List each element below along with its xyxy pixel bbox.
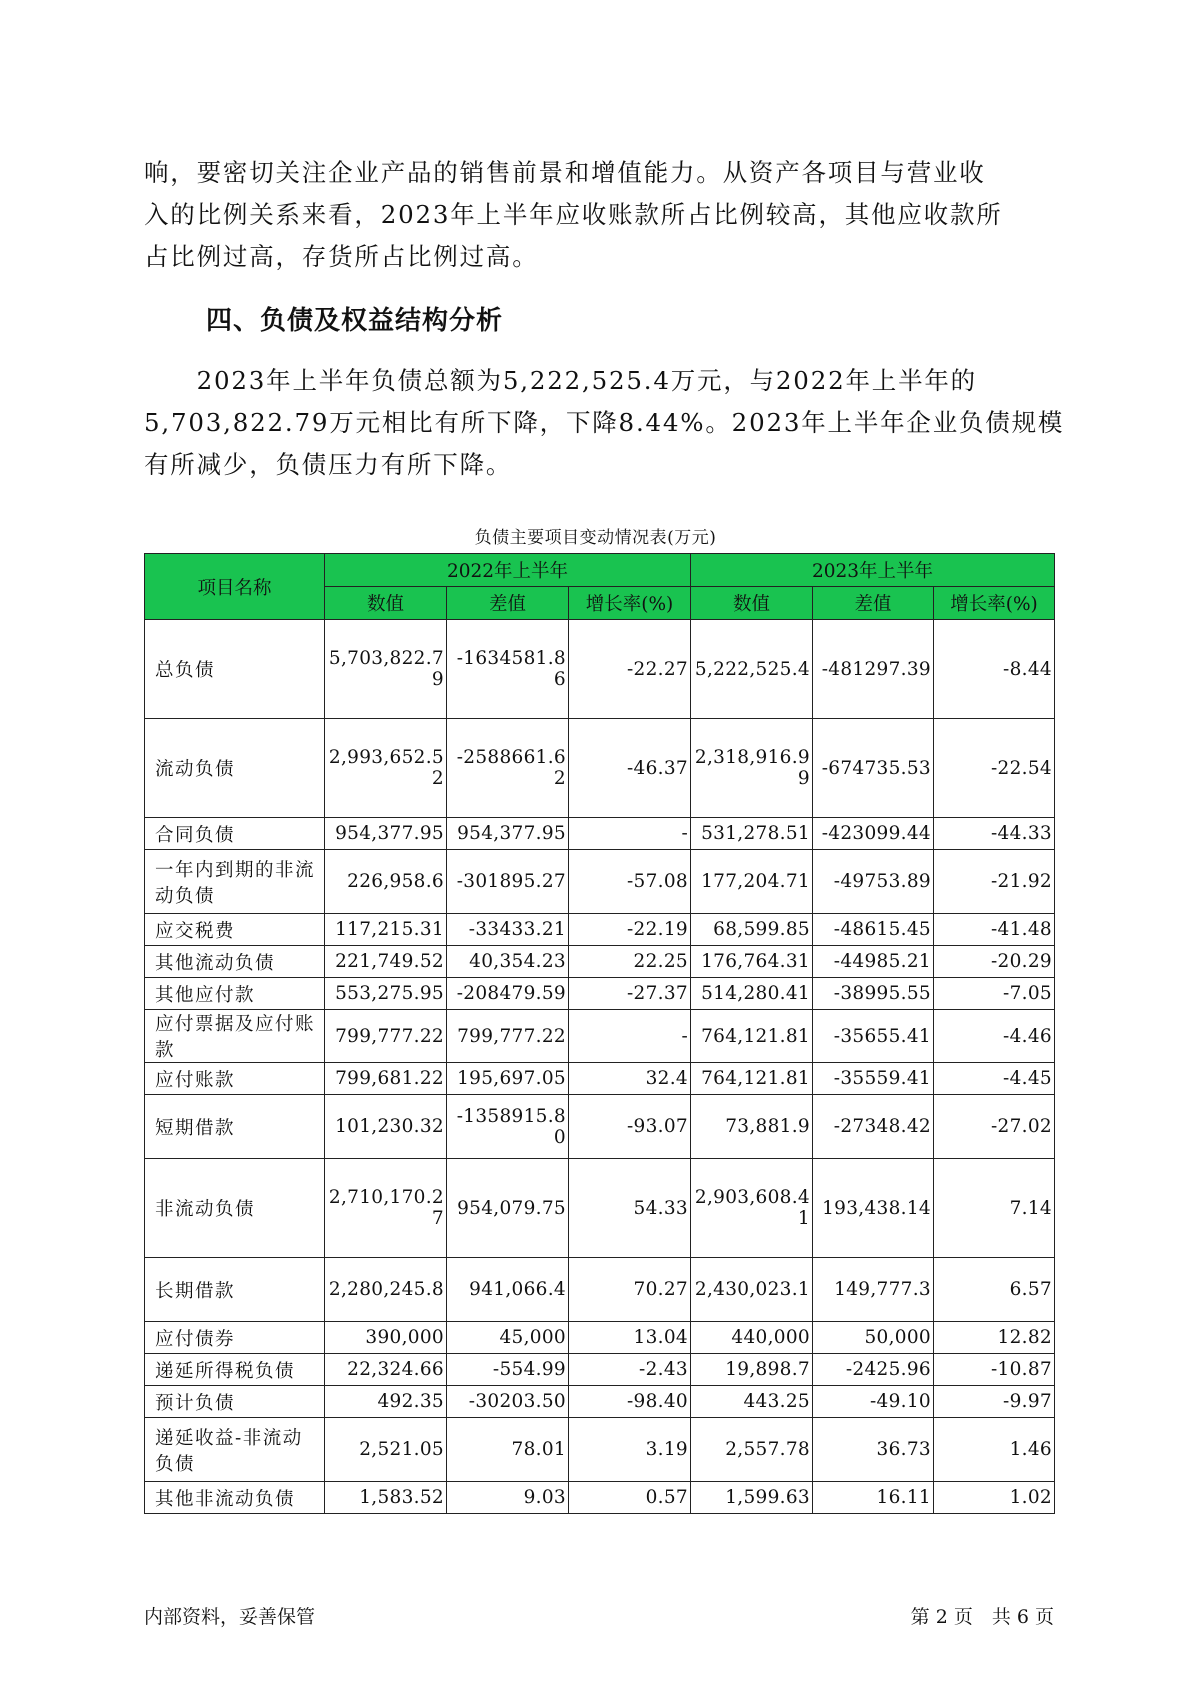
cell-d23: -481297.39	[813, 620, 934, 719]
cell-g22: -	[569, 1010, 691, 1063]
cell-d23: -44985.21	[813, 946, 934, 978]
cell-v23: 764,121.81	[691, 1063, 813, 1095]
liabilities-table	[144, 553, 1055, 1514]
row-item-name: 其他流动负债	[145, 946, 325, 978]
cell-d23: -49.10	[813, 1386, 934, 1418]
cell-v23: 443.25	[691, 1386, 813, 1418]
cell-g23: -4.45	[934, 1063, 1055, 1095]
table-row	[145, 978, 1055, 1010]
cell-g22: -	[569, 818, 691, 850]
cell-g23: -22.54	[934, 719, 1055, 818]
cell-d22: -554.99	[447, 1354, 569, 1386]
cell-v22: 2,710,170.27	[325, 1159, 447, 1258]
cell-v22: 22,324.66	[325, 1354, 447, 1386]
cell-v23: 2,318,916.99	[691, 719, 813, 818]
cell-v23: 2,903,608.41	[691, 1159, 813, 1258]
cell-g22: -46.37	[569, 719, 691, 818]
cell-g23: 1.02	[934, 1482, 1055, 1514]
intro-line-1: 响，要密切关注企业产品的销售前景和增值能力。从资产各项目与营业收	[144, 158, 986, 187]
table-row	[145, 914, 1055, 946]
header-growth-2023: 增长率(%)	[934, 587, 1055, 620]
table-row	[145, 1386, 1055, 1418]
table-body	[145, 620, 1055, 1514]
row-item-name: 应付票据及应付账款	[145, 1010, 325, 1063]
cell-v23: 531,278.51	[691, 818, 813, 850]
header-value-2022: 数值	[325, 587, 447, 620]
row-item-name: 流动负债	[145, 719, 325, 818]
cell-g22: 0.57	[569, 1482, 691, 1514]
cell-d23: -35559.41	[813, 1063, 934, 1095]
cell-v23: 68,599.85	[691, 914, 813, 946]
cell-v22: 2,993,652.52	[325, 719, 447, 818]
cell-d22: 78.01	[447, 1418, 569, 1482]
cell-v22: 117,215.31	[325, 914, 447, 946]
analysis-line-3: 有所减少，负债压力有所下降。	[144, 450, 513, 479]
table-row	[145, 1159, 1055, 1258]
row-item-name: 递延所得税负债	[145, 1354, 325, 1386]
footer-confidential: 内部资料，妥善保管	[144, 1606, 316, 1628]
cell-d22: -301895.27	[447, 850, 569, 914]
cell-g22: 32.4	[569, 1063, 691, 1095]
cell-g22: 13.04	[569, 1322, 691, 1354]
cell-d22: -2588661.62	[447, 719, 569, 818]
table-row	[145, 1095, 1055, 1159]
cell-v22: 101,230.32	[325, 1095, 447, 1159]
cell-d22: 799,777.22	[447, 1010, 569, 1063]
cell-d22: 954,079.75	[447, 1159, 569, 1258]
cell-d23: 193,438.14	[813, 1159, 934, 1258]
cell-d23: 50,000	[813, 1322, 934, 1354]
cell-g23: 6.57	[934, 1258, 1055, 1322]
table-row	[145, 1418, 1055, 1482]
cell-v22: 226,958.6	[325, 850, 447, 914]
cell-v22: 954,377.95	[325, 818, 447, 850]
cell-g23: 12.82	[934, 1322, 1055, 1354]
cell-v23: 2,557.78	[691, 1418, 813, 1482]
table-row	[145, 1354, 1055, 1386]
cell-v22: 221,749.52	[325, 946, 447, 978]
table-row	[145, 818, 1055, 850]
cell-v22: 492.35	[325, 1386, 447, 1418]
analysis-paragraph	[144, 360, 1065, 486]
table-row	[145, 1010, 1055, 1063]
cell-g23: -9.97	[934, 1386, 1055, 1418]
intro-paragraph	[144, 152, 1056, 278]
row-item-name: 应付账款	[145, 1063, 325, 1095]
cell-d22: 9.03	[447, 1482, 569, 1514]
cell-v22: 1,583.52	[325, 1482, 447, 1514]
cell-v23: 177,204.71	[691, 850, 813, 914]
analysis-line-1: 2023年上半年负债总额为5,222,525.4万元，与2022年上半年的	[144, 366, 977, 395]
header-diff-2023: 差值	[813, 587, 934, 620]
analysis-line-2: 5,703,822.79万元相比有所下降，下降8.44%。2023年上半年企业负债规模	[144, 408, 1065, 437]
cell-v22: 2,280,245.8	[325, 1258, 447, 1322]
cell-d22: -1634581.86	[447, 620, 569, 719]
cell-d23: -35655.41	[813, 1010, 934, 1063]
cell-d23: -38995.55	[813, 978, 934, 1010]
row-item-name: 应交税费	[145, 914, 325, 946]
cell-g22: -22.27	[569, 620, 691, 719]
cell-v22: 553,275.95	[325, 978, 447, 1010]
table-caption: 负债主要项目变动情况表(万元)	[474, 528, 717, 548]
table-row	[145, 1258, 1055, 1322]
cell-d23: -49753.89	[813, 850, 934, 914]
footer-page-number: 第 2 页 共 6 页	[910, 1606, 1054, 1628]
cell-d22: -1358915.80	[447, 1095, 569, 1159]
cell-g22: -2.43	[569, 1354, 691, 1386]
intro-line-3: 占比例过高，存货所占比例过高。	[144, 242, 539, 271]
header-item-name: 项目名称	[145, 554, 325, 620]
cell-d22: -30203.50	[447, 1386, 569, 1418]
table-row	[145, 1482, 1055, 1514]
cell-v23: 514,280.41	[691, 978, 813, 1010]
intro-line-2: 入的比例关系来看，2023年上半年应收账款所占比例较高，其他应收款所	[144, 200, 1003, 229]
row-item-name: 应付债券	[145, 1322, 325, 1354]
cell-g23: -21.92	[934, 850, 1055, 914]
cell-g23: -20.29	[934, 946, 1055, 978]
cell-g22: -98.40	[569, 1386, 691, 1418]
cell-g23: -8.44	[934, 620, 1055, 719]
section-heading: 四、负债及权益结构分析	[206, 306, 504, 336]
cell-d22: -208479.59	[447, 978, 569, 1010]
row-item-name: 合同负债	[145, 818, 325, 850]
cell-g22: 22.25	[569, 946, 691, 978]
cell-d23: -674735.53	[813, 719, 934, 818]
header-period-2022: 2022年上半年	[325, 554, 691, 587]
row-item-name: 短期借款	[145, 1095, 325, 1159]
cell-g22: -27.37	[569, 978, 691, 1010]
cell-v23: 440,000	[691, 1322, 813, 1354]
cell-v22: 390,000	[325, 1322, 447, 1354]
row-item-name: 总负债	[145, 620, 325, 719]
cell-g23: -27.02	[934, 1095, 1055, 1159]
table-row	[145, 719, 1055, 818]
cell-g22: -22.19	[569, 914, 691, 946]
table-row	[145, 850, 1055, 914]
cell-d23: 16.11	[813, 1482, 934, 1514]
cell-g22: -57.08	[569, 850, 691, 914]
cell-g23: 1.46	[934, 1418, 1055, 1482]
cell-g23: -10.87	[934, 1354, 1055, 1386]
cell-g23: -41.48	[934, 914, 1055, 946]
cell-d22: 45,000	[447, 1322, 569, 1354]
header-value-2023: 数值	[691, 587, 813, 620]
cell-d23: -2425.96	[813, 1354, 934, 1386]
header-diff-2022: 差值	[447, 587, 569, 620]
cell-g22: 3.19	[569, 1418, 691, 1482]
cell-d23: 149,777.3	[813, 1258, 934, 1322]
row-item-name: 其他应付款	[145, 978, 325, 1010]
cell-v23: 764,121.81	[691, 1010, 813, 1063]
row-item-name: 非流动负债	[145, 1159, 325, 1258]
table-row	[145, 1322, 1055, 1354]
row-item-name: 预计负债	[145, 1386, 325, 1418]
cell-g22: -93.07	[569, 1095, 691, 1159]
cell-g23: 7.14	[934, 1159, 1055, 1258]
row-item-name: 其他非流动负债	[145, 1482, 325, 1514]
row-item-name: 一年内到期的非流动负债	[145, 850, 325, 914]
cell-d23: -423099.44	[813, 818, 934, 850]
cell-d22: 941,066.4	[447, 1258, 569, 1322]
cell-v22: 5,703,822.79	[325, 620, 447, 719]
cell-v23: 1,599.63	[691, 1482, 813, 1514]
cell-v23: 2,430,023.1	[691, 1258, 813, 1322]
cell-d22: 40,354.23	[447, 946, 569, 978]
cell-g23: -44.33	[934, 818, 1055, 850]
cell-g23: -7.05	[934, 978, 1055, 1010]
table-row	[145, 1063, 1055, 1095]
cell-v22: 799,777.22	[325, 1010, 447, 1063]
cell-d23: -48615.45	[813, 914, 934, 946]
row-item-name: 递延收益-非流动负债	[145, 1418, 325, 1482]
cell-d23: 36.73	[813, 1418, 934, 1482]
cell-g22: 70.27	[569, 1258, 691, 1322]
cell-d22: 195,697.05	[447, 1063, 569, 1095]
cell-v23: 19,898.7	[691, 1354, 813, 1386]
cell-g22: 54.33	[569, 1159, 691, 1258]
header-period-2023: 2023年上半年	[691, 554, 1055, 587]
cell-v23: 176,764.31	[691, 946, 813, 978]
cell-d23: -27348.42	[813, 1095, 934, 1159]
cell-v22: 2,521.05	[325, 1418, 447, 1482]
header-growth-2022: 增长率(%)	[569, 587, 691, 620]
cell-d22: -33433.21	[447, 914, 569, 946]
cell-v23: 5,222,525.4	[691, 620, 813, 719]
table-row	[145, 620, 1055, 719]
cell-v23: 73,881.9	[691, 1095, 813, 1159]
cell-g23: -4.46	[934, 1010, 1055, 1063]
row-item-name: 长期借款	[145, 1258, 325, 1322]
table-row	[145, 946, 1055, 978]
cell-v22: 799,681.22	[325, 1063, 447, 1095]
cell-d22: 954,377.95	[447, 818, 569, 850]
